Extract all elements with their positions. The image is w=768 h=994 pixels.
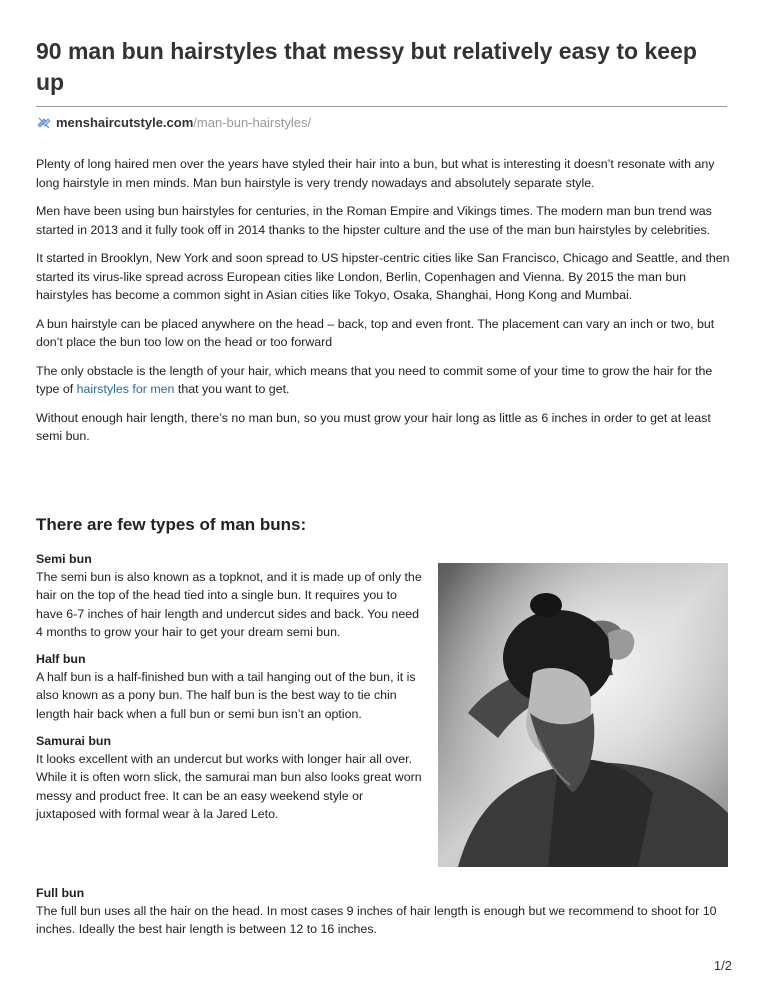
bun-type-full (36, 884, 736, 939)
bun-type-name: Full bun (36, 886, 85, 900)
bun-type-name: Semi bun (36, 552, 92, 566)
bun-type-samurai (36, 732, 426, 823)
paragraph: Without enough hair length, there’s no man bun, so you must grow your hair long as little as 6 inches in order to get at least semi bun. (36, 410, 711, 443)
source-domain[interactable]: menshaircutstyle.com (56, 115, 194, 130)
bun-type-description: The semi bun is also known as a topknot, and it is made up of only the hair on the top of the head tied into a single bun. It requires you to have 6-7 inches of hair length and undercut sides and back. You need 4 months to grow your hair to get your dream semi bun. (36, 570, 422, 639)
link-icon (36, 115, 52, 131)
article-title: 90 man bun hairstyles that messy but relatively easy to keep up (36, 38, 697, 95)
paragraph-obstacle (36, 362, 736, 399)
paragraph: A bun hairstyle can be placed anywhere on the head – back, top and even front. The placement can vary an inch or two, but don’t place the bun too low on the head or too forward (36, 316, 715, 349)
bun-type-half (36, 650, 426, 723)
title-divider (36, 106, 727, 107)
article-body (36, 155, 736, 456)
bun-type-name: Half bun (36, 652, 86, 667)
bun-type-description: It looks excellent with an undercut but works with longer hair all over. While it is often worn slick, the samurai man bun also looks great worn messy and product free. It can be an easy weekend style or juxtaposed with formal wear à la Jared Leto. (36, 752, 422, 821)
bun-type-semi (36, 550, 426, 641)
paragraph: It started in Brooklyn, New York and soon spread to US hipster-centric cities like San Francisco, Chicago and Seattle, and then started its virus-like spread across European cities like London, Berlin, Copenhagen and Vienna. By 2015 the man bun hairstyles has become a common sight in Asian cities like Tokyo, Osaka, Shanghai, Hong Kong and Mumbai. (36, 251, 730, 302)
paragraph: Plenty of long haired men over the years have styled their hair into a bun, but what is interesting it doesn’t resonate with any long hairstyle in men minds. Man bun hairstyle is very trendy nowadays and absolutely separate style. (36, 157, 715, 190)
page-number: 1/2 (713, 958, 732, 973)
obstacle-text-before: The only obstacle is the length of your hair, which means that you need to commit some of your time to grow the hair for the type of (36, 363, 713, 396)
hairstyles-link[interactable]: hairstyles for men (76, 382, 175, 396)
source-path[interactable]: /man-bun-hairstyles/ (193, 115, 312, 130)
source-link[interactable] (36, 114, 311, 132)
man-bun-photo (438, 563, 728, 867)
bun-types-list (36, 550, 426, 832)
paragraph: Men have been using bun hairstyles for centuries, in the Roman Empire and Vikings times. The modern man bun trend was started in 2013 and it fully took off in 2014 thanks to the hipster culture and the use of the man bun hairstyles by celebrities. (36, 204, 712, 237)
bun-type-name: Samurai bun (36, 734, 112, 749)
bun-type-description: A half bun is a half-finished bun with a tail hanging out of the bun, it is also known as a pony bun. The half bun is the best way to tie chin length hair back when a full bun or semi bun isn’t an option. (36, 670, 416, 721)
bun-type-description: The full bun uses all the hair on the head. In most cases 9 inches of hair length is enough but we recommend to shoot for 10 inches. Ideally the best hair length is between 12 to 16 inches. (36, 904, 717, 937)
obstacle-text-after: that you want to get. (174, 382, 290, 396)
types-heading: There are few types of man buns: (36, 515, 307, 534)
